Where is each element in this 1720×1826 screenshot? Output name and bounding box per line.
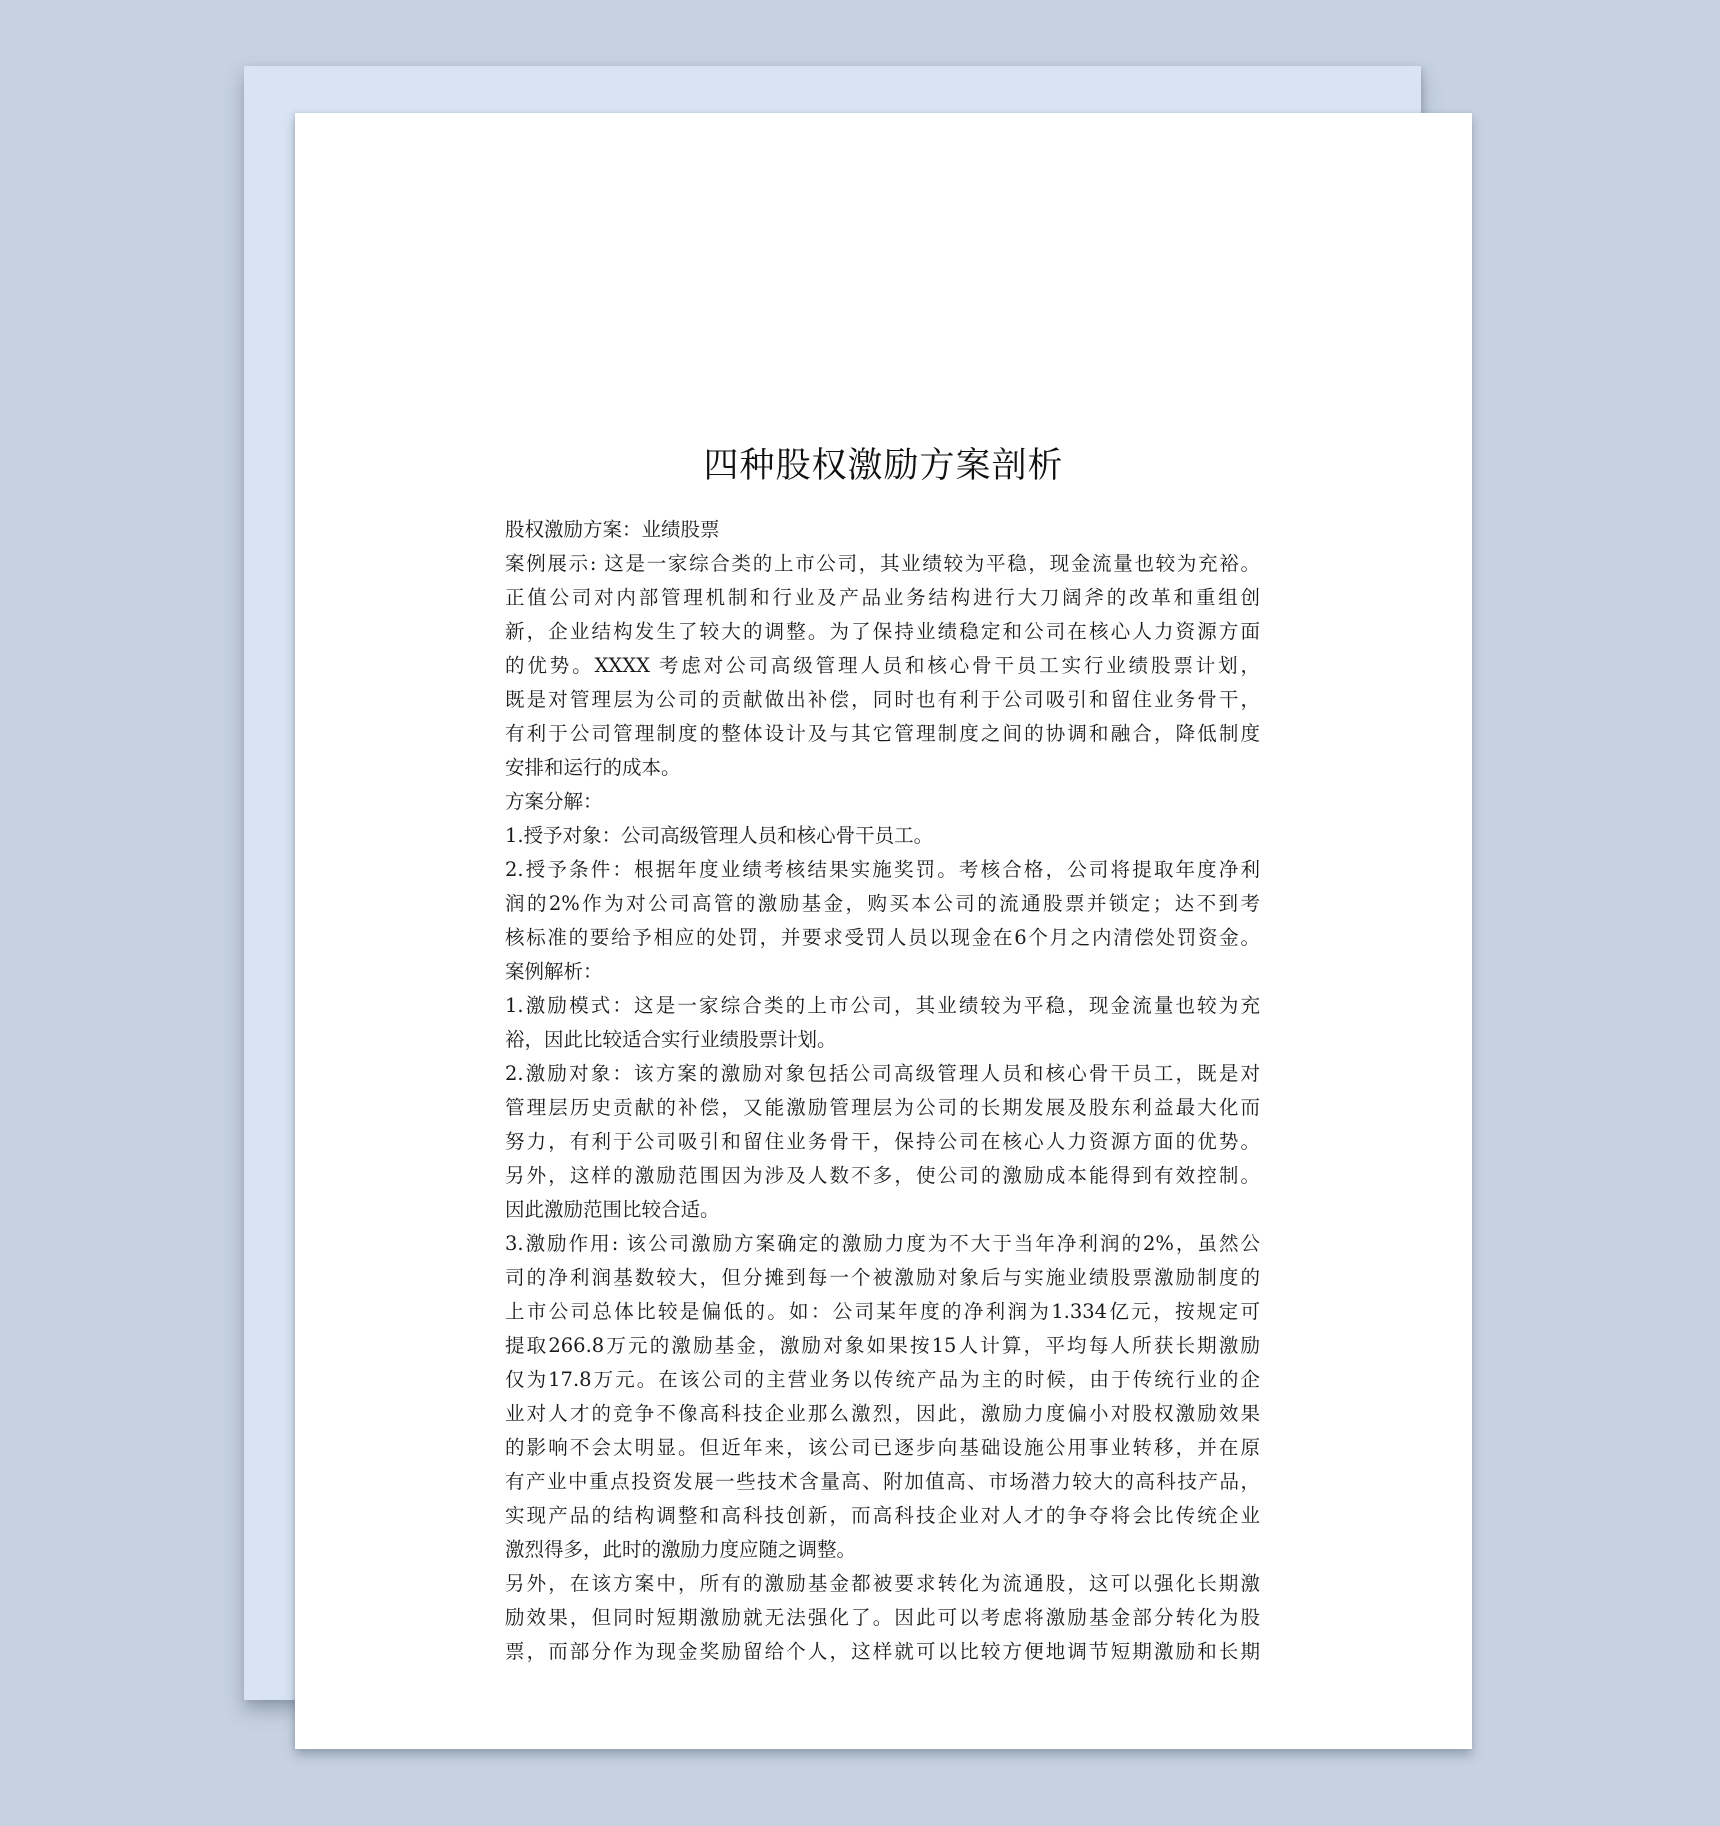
body-line: 安排和运行的成本。 [505, 756, 681, 779]
body-line: 既是对管理层为公司的贡献做出补偿，同时也有利于公司吸引和留住业务骨干， [505, 688, 1260, 711]
document-body [505, 513, 1260, 1669]
body-line: 提取266.8万元的激励基金，激励对象如果按15人计算，平均每人所获长期激励 [505, 1334, 1260, 1357]
body-line: 案例展示: 这是一家综合类的上市公司，其业绩较为平稳，现金流量也较为充裕。 [505, 552, 1260, 575]
body-line: 励效果，但同时短期激励就无法强化了。因此可以考虑将激励基金部分转化为股 [505, 1606, 1260, 1629]
body-line: 仅为17.8万元。在该公司的主营业务以传统产品为主的时候，由于传统行业的企 [505, 1368, 1260, 1391]
body-line: 有产业中重点投资发展一些技术含量高、附加值高、市场潜力较大的高科技产品， [505, 1470, 1260, 1493]
body-line: 1.授予对象：公司高级管理人员和核心骨干员工。 [505, 824, 934, 847]
document-title: 四种股权激励方案剖析 [703, 446, 1064, 486]
body-line-subheading: 案例解析： [505, 960, 603, 983]
body-line-subheading: 方案分解： [505, 790, 603, 813]
body-line: 正值公司对内部管理机制和行业及产品业务结构进行大刀阔斧的改革和重组创 [505, 586, 1260, 609]
body-line: 努力，有利于公司吸引和留住业务骨干，保持公司在核心人力资源方面的优势。 [505, 1130, 1260, 1153]
body-line: 票，而部分作为现金奖励留给个人，这样就可以比较方便地调节短期激励和长期 [505, 1640, 1260, 1663]
body-line: 新，企业结构发生了较大的调整。为了保持业绩稳定和公司在核心人力资源方面 [505, 620, 1260, 643]
document-page [295, 113, 1472, 1749]
body-line: 2.授予条件：根据年度业绩考核结果实施奖罚。考核合格，公司将提取年度净利 [505, 858, 1260, 881]
body-line: 管理层历史贡献的补偿，又能激励管理层为公司的长期发展及股东利益最大化而 [505, 1096, 1260, 1119]
body-line: 1.激励模式：这是一家综合类的上市公司，其业绩较为平稳，现金流量也较为充 [505, 994, 1260, 1017]
body-line: 的影响不会太明显。但近年来，该公司已逐步向基础设施公用事业转移，并在原 [505, 1436, 1260, 1459]
body-line: 另外，这样的激励范围因为涉及人数不多，使公司的激励成本能得到有效控制。 [505, 1164, 1260, 1187]
body-line: 业对人才的竞争不像高科技企业那么激烈，因此，激励力度偏小对股权激励效果 [505, 1402, 1260, 1425]
body-line-section-heading: 股权激励方案：业绩股票 [505, 518, 720, 541]
body-line: 有利于公司管理制度的整体设计及与其它管理制度之间的协调和融合，降低制度 [505, 722, 1260, 745]
body-line: 裕，因此比较适合实行业绩股票计划。 [505, 1028, 837, 1051]
body-line: 因此激励范围比较合适。 [505, 1198, 720, 1221]
body-line: 实现产品的结构调整和高科技创新，而高科技企业对人才的争夺将会比传统企业 [505, 1504, 1260, 1527]
body-line: 司的净利润基数较大，但分摊到每一个被激励对象后与实施业绩股票激励制度的 [505, 1266, 1260, 1289]
body-line: 润的2%作为对公司高管的激励基金，购买本公司的流通股票并锁定；达不到考 [505, 892, 1260, 915]
body-line: 的优势。XXXX 考虑对公司高级管理人员和核心骨干员工实行业绩股票计划， [505, 654, 1260, 677]
body-line: 2.激励对象：该方案的激励对象包括公司高级管理人员和核心骨干员工，既是对 [505, 1062, 1260, 1085]
body-line: 上市公司总体比较是偏低的。如：公司某年度的净利润为1.334亿元，按规定可 [505, 1300, 1260, 1323]
body-line: 另外，在该方案中，所有的激励基金都被要求转化为流通股，这可以强化长期激 [505, 1572, 1260, 1595]
body-line: 核标准的要给予相应的处罚，并要求受罚人员以现金在6个月之内清偿处罚资金。 [505, 926, 1260, 949]
body-line: 3.激励作用: 该公司激励方案确定的激励力度为不大于当年净利润的2%，虽然公 [505, 1232, 1260, 1255]
body-line: 激烈得多，此时的激励力度应随之调整。 [505, 1538, 857, 1561]
